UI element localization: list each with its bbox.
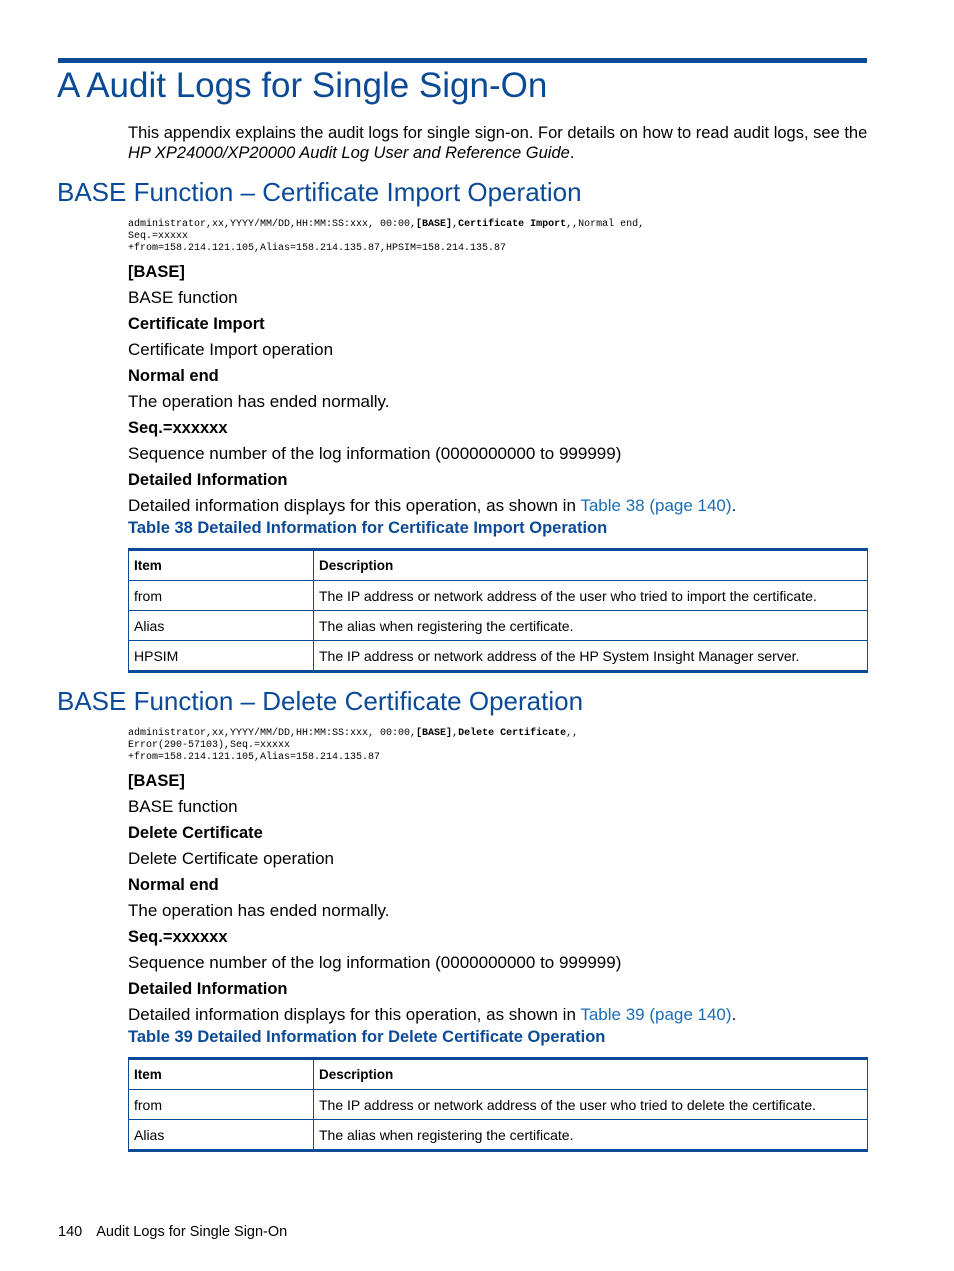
header-item: Item — [129, 1059, 314, 1090]
table-39-link[interactable]: Table 39 (page 140) — [580, 1005, 732, 1024]
page-number: 140 — [58, 1224, 83, 1240]
section-heading: BASE Function – Certificate Import Operation — [57, 177, 582, 207]
table-row — [129, 1090, 868, 1120]
header-description: Description — [314, 1059, 868, 1090]
definition-desc: Certificate Import operation — [128, 340, 334, 359]
definition-desc: Sequence number of the log information (0000000000 to 999999) — [128, 953, 622, 972]
definition-term: Certificate Import — [128, 315, 265, 333]
log-field-base: [BASE] — [416, 728, 453, 739]
cell-item: Alias — [129, 1120, 314, 1151]
cell-description: The IP address or network address of the user who tried to import the certificate. — [314, 581, 868, 611]
log-field-operation: Certificate Import — [458, 219, 567, 230]
cell-item: HPSIM — [129, 641, 314, 672]
section-heading: BASE Function – Delete Certificate Operation — [57, 686, 584, 716]
table-row — [129, 611, 868, 641]
cell-description: The IP address or network address of the HP System Insight Manager server. — [314, 641, 868, 672]
definition-term: [BASE] — [128, 263, 185, 281]
page-footer — [58, 1222, 287, 1242]
log-line-1: administrator,xx,YYYY/MM/DD,HH:MM:SS:xxx, 00:00, — [128, 728, 417, 739]
definition-term: Delete Certificate — [128, 824, 263, 842]
cell-item: from — [129, 1090, 314, 1120]
log-line-3: +from=158.214.121.105,Alias=158.214.135.87 — [128, 752, 381, 763]
definition-desc: The operation has ended normally. — [128, 392, 390, 411]
log-field-operation: Delete Certificate — [458, 728, 567, 739]
definition-term: [BASE] — [128, 772, 185, 790]
log-line-2: Error(290-57103),Seq.=xxxxx — [128, 740, 291, 751]
definition-desc — [128, 493, 868, 519]
cell-item: Alias — [129, 611, 314, 641]
cell-item: from — [129, 581, 314, 611]
cell-description: The alias when registering the certificate. — [314, 611, 868, 641]
log-line-1: administrator,xx,YYYY/MM/DD,HH:MM:SS:xxx, 00:00, — [128, 219, 417, 230]
log-separator: , — [452, 728, 459, 739]
definition-term: Normal end — [128, 367, 219, 385]
table-row — [129, 641, 868, 672]
header-description: Description — [314, 550, 868, 581]
definition-desc: BASE function — [128, 288, 238, 307]
detail-end: . — [731, 1005, 737, 1024]
definition-term: Detailed Information — [128, 471, 288, 489]
definition-desc: BASE function — [128, 797, 238, 816]
detail-table — [128, 1057, 868, 1152]
detail-table — [128, 548, 868, 673]
table-header-row — [129, 1059, 868, 1090]
intro-end: . — [569, 144, 575, 162]
log-example — [128, 728, 578, 764]
table-caption: Table 39 Detailed Information for Delete Certificate Operation — [128, 1028, 606, 1046]
definition-term: Detailed Information — [128, 980, 288, 998]
log-example — [128, 219, 644, 255]
table-38-link[interactable]: Table 38 (page 140) — [580, 496, 732, 515]
definition-desc — [128, 1002, 868, 1028]
cell-description: The alias when registering the certificate. — [314, 1120, 868, 1151]
definition-desc: The operation has ended normally. — [128, 901, 390, 920]
detail-end: . — [731, 496, 737, 515]
table-header-row — [129, 550, 868, 581]
footer-title: Audit Logs for Single Sign-On — [96, 1224, 288, 1240]
table-row — [129, 581, 868, 611]
detail-text: Detailed information displays for this operation, as shown in — [128, 496, 581, 515]
definition-desc: Delete Certificate operation — [128, 849, 335, 868]
chapter-title: A Audit Logs for Single Sign-On — [57, 66, 548, 105]
intro-paragraph — [128, 123, 868, 163]
header-item: Item — [129, 550, 314, 581]
chapter-rule — [58, 58, 867, 63]
log-field-base: [BASE] — [416, 219, 453, 230]
table-row — [129, 1120, 868, 1151]
cell-description: The IP address or network address of the user who tried to delete the certificate. — [314, 1090, 868, 1120]
log-line-1-end: ,,Normal end, — [566, 219, 645, 230]
log-separator: , — [452, 219, 459, 230]
definition-term: Seq.=xxxxxx — [128, 928, 228, 946]
definition-list — [128, 259, 868, 519]
log-line-1-end: ,, — [566, 728, 579, 739]
log-line-2: Seq.=xxxxx — [128, 231, 189, 242]
intro-guide-title: HP XP24000/XP20000 Audit Log User and Reference Guide — [128, 144, 570, 162]
log-line-3: +from=158.214.121.105,Alias=158.214.135.87,HPSIM=158.214.135.87 — [128, 243, 507, 254]
table-caption: Table 38 Detailed Information for Certificate Import Operation — [128, 519, 608, 537]
definition-desc: Sequence number of the log information (0000000000 to 999999) — [128, 444, 622, 463]
detail-text: Detailed information displays for this operation, as shown in — [128, 1005, 581, 1024]
intro-text: This appendix explains the audit logs for single sign-on. For details on how to read audit logs, see the — [128, 124, 868, 142]
definition-list — [128, 768, 868, 1028]
definition-term: Normal end — [128, 876, 219, 894]
definition-term: Seq.=xxxxxx — [128, 419, 228, 437]
